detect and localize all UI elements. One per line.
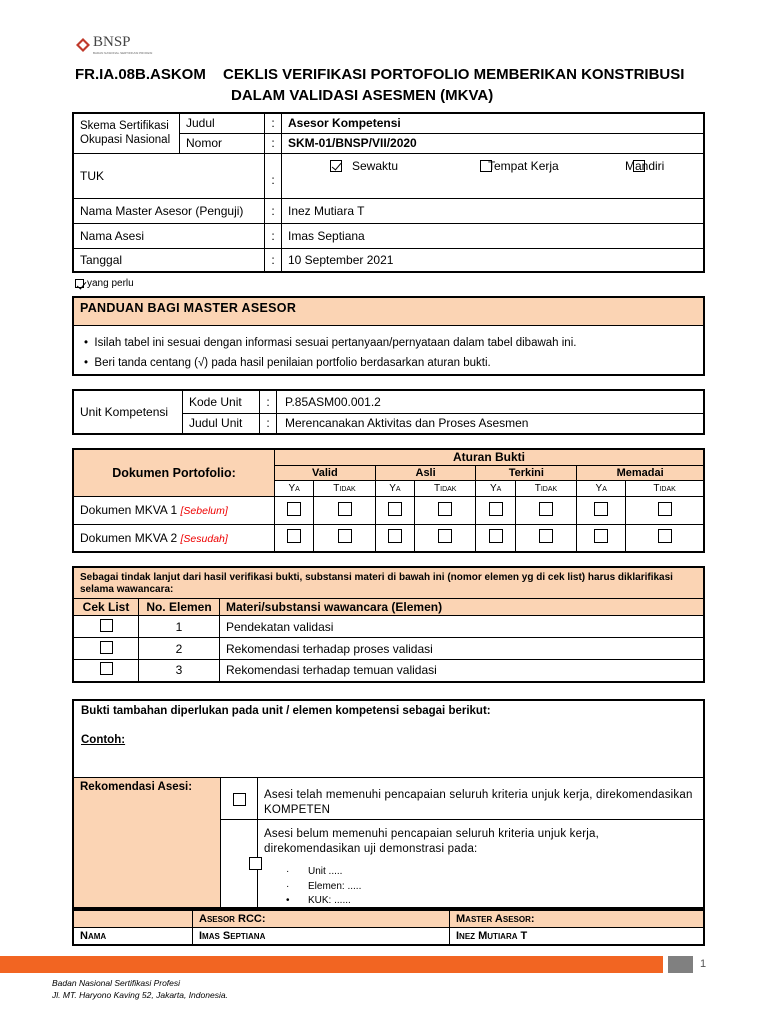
contoh-label: Contoh: <box>81 734 126 746</box>
valid-tidak-checkbox[interactable] <box>338 502 352 516</box>
asesor-rcc-header: Asesor RCC: <box>193 910 450 927</box>
signature-table <box>72 909 705 946</box>
aturan-header: Aturan Bukti <box>275 449 705 465</box>
wawancara-row: 1 Pendekatan validasi <box>73 616 704 638</box>
info-table: Skema Sertifikasi Okupasi Nasional Judul : Asesor Kompetensi Nomor : SKM-01/BNSP/VII/2020 TUK : Sewaktu Tempat Kerja Mandiri Nama Master Asesor (Penguji) : Inez Mutiara T Nama Asesi : Imas Septiana Tanggal : 10 September 2021 <box>72 112 705 273</box>
unit-label: Unit Kompetensi <box>73 390 183 434</box>
tuk-sewaktu-checkbox[interactable] <box>330 160 342 172</box>
checklist-note: yang perlu <box>75 278 134 289</box>
tanggal-label: Tanggal <box>73 248 265 272</box>
tuk-options: Sewaktu Tempat Kerja Mandiri <box>282 153 705 198</box>
kompeten-checkbox[interactable] <box>233 793 246 806</box>
unit-table: Unit Kompetensi Kode Unit : P.85ASM00.001.2 Judul Unit : Merencanakan Aktivitas dan Proses Asesmen <box>72 389 705 435</box>
portfolio-row: Dokumen MKVA 1 [Sebelum] <box>73 496 704 524</box>
memadai-ya-checkbox[interactable] <box>594 502 608 516</box>
memadai-tidak-checkbox[interactable] <box>658 502 672 516</box>
judul-unit-value: Merencanakan Aktivitas dan Proses Asesmen <box>285 416 529 431</box>
nomor-value: SKM-01/BNSP/VII/2020 <box>282 133 705 153</box>
panduan-box <box>72 296 705 376</box>
asli-ya-checkbox[interactable] <box>388 529 402 543</box>
bnsp-logo <box>74 34 153 58</box>
logo-subtitle: BADAN NASIONAL SERTIFIKASI PROFESI <box>93 51 153 55</box>
terkini-ya-checkbox[interactable] <box>489 502 503 516</box>
judul-value: Asesor Kompetensi <box>282 113 705 133</box>
judul-label: Judul <box>180 113 265 133</box>
logo-text: BNSP <box>93 34 131 50</box>
wawancara-row: 3 Rekomendasi terhadap temuan validasi <box>73 660 704 682</box>
memadai-ya-checkbox[interactable] <box>594 529 608 543</box>
bnsp-logo-icon <box>74 36 92 54</box>
panduan-item: • Beri tanda centang (√) pada hasil penilaian portfolio berdasarkan aturan bukti. <box>84 357 491 369</box>
bukti-box <box>72 699 705 909</box>
note-check-icon <box>75 279 84 288</box>
asli-tidak-checkbox[interactable] <box>438 529 452 543</box>
memadai-tidak-checkbox[interactable] <box>658 529 672 543</box>
master-name: Inez Mutiara T <box>456 929 528 942</box>
rekomendasi-label: Rekomendasi Asesi: <box>80 781 193 793</box>
tuk-label: TUK <box>73 153 265 198</box>
footer-address: Jl. MT. Haryono Kaving 52, Jakarta, Indonesia. <box>52 990 228 1000</box>
page-number: 1 <box>700 958 707 970</box>
wawancara-row: 2 Rekomendasi terhadap proses validasi <box>73 638 704 660</box>
wawancara-table: Sebagai tindak lanjut dari hasil verifikasi bukti, substansi materi di bawah ini (nomor elemen yg di cek list) harus diklarifikasi selama wawancara: Cek List No. Elemen Materi/substansi wawancara (Elemen) 1 Pendekatan validasi 2 Rekomendasi terhadap proses validasi 3 Rekomendasi terhadap temuan validasi <box>72 566 705 683</box>
footer-page-block <box>668 956 693 973</box>
asli-ya-checkbox[interactable] <box>388 502 402 516</box>
master-value: Inez Mutiara T <box>282 198 705 223</box>
belum-kompeten-checkbox[interactable] <box>249 857 262 870</box>
nomor-label: Nomor <box>180 133 265 153</box>
asesor-name: Imas Septiana <box>193 927 450 945</box>
cek-list-checkbox[interactable] <box>100 662 113 675</box>
valid-ya-checkbox[interactable] <box>287 529 301 543</box>
rekomendasi-sub-list: · Unit ..... · Elemen: ..... • KUK: ...... <box>286 866 362 906</box>
rekomendasi-kompeten-text: Asesi telah memenuhi pencapaian seluruh kriteria unjuk kerja, direkomendasikan KOMPETEN <box>264 789 693 816</box>
panduan-item: • Isilah tabel ini sesuai dengan informasi sesuai pertanyaan/pernyataan dalam tabel dibawah ini. <box>84 337 577 349</box>
form-title-line1: CEKLIS VERIFIKASI PORTOFOLIO MEMBERIKAN KONSTRIBUSI <box>223 66 685 83</box>
terkini-tidak-checkbox[interactable] <box>539 529 553 543</box>
cek-list-checkbox[interactable] <box>100 641 113 654</box>
valid-ya-checkbox[interactable] <box>287 502 301 516</box>
portfolio-row: Dokumen MKVA 2 [Sesudah] <box>73 524 704 552</box>
valid-tidak-checkbox[interactable] <box>338 529 352 543</box>
nama-label: Nama <box>73 927 193 945</box>
asesi-label: Nama Asesi <box>73 223 265 248</box>
footer-org: Badan Nasional Sertifikasi Profesi <box>52 978 181 988</box>
terkini-tidak-checkbox[interactable] <box>539 502 553 516</box>
tanggal-value: 10 September 2021 <box>288 252 394 267</box>
cek-list-checkbox[interactable] <box>100 619 113 632</box>
kode-unit-value: P.85ASM00.001.2 <box>277 390 705 413</box>
terkini-ya-checkbox[interactable] <box>489 529 503 543</box>
bukti-text: Bukti tambahan diperlukan pada unit / elemen kompetensi sebagai berikut: <box>81 705 491 717</box>
panduan-title: PANDUAN BAGI MASTER ASESOR <box>80 301 297 315</box>
rekomendasi-belum-text: Asesi belum memenuhi pencapaian seluruh kriteria unjuk kerja, direkomendasikan uji demonstrasi pada: <box>264 828 600 855</box>
asli-tidak-checkbox[interactable] <box>438 502 452 516</box>
form-title-line2: DALAM VALIDASI ASESMEN (MKVA) <box>231 87 494 104</box>
doc-header: Dokumen Portofolio: <box>73 449 275 496</box>
wawancara-intro: Sebagai tindak lanjut dari hasil verifikasi bukti, substansi materi di bawah ini (nomor elemen yg di cek list) harus diklarifikasi selama wawancara: <box>73 567 704 599</box>
skema-label: Skema Sertifikasi Okupasi Nasional <box>73 113 180 153</box>
asesi-value: Imas Septiana <box>282 223 705 248</box>
master-label: Nama Master Asesor (Penguji) <box>73 198 265 223</box>
form-code: FR.IA.08B.ASKOM <box>75 66 206 83</box>
portfolio-table: Dokumen Portofolio: Aturan Bukti Valid Asli Terkini Memadai Ya Tidak Ya Tidak Ya Tidak Ya Tidak Dokumen MKVA 1 [Sebelum] Dokumen MKVA 2 [Sesudah] <box>72 448 705 553</box>
footer-bar <box>0 956 663 973</box>
master-asesor-header: Master Asesor: <box>450 910 705 927</box>
